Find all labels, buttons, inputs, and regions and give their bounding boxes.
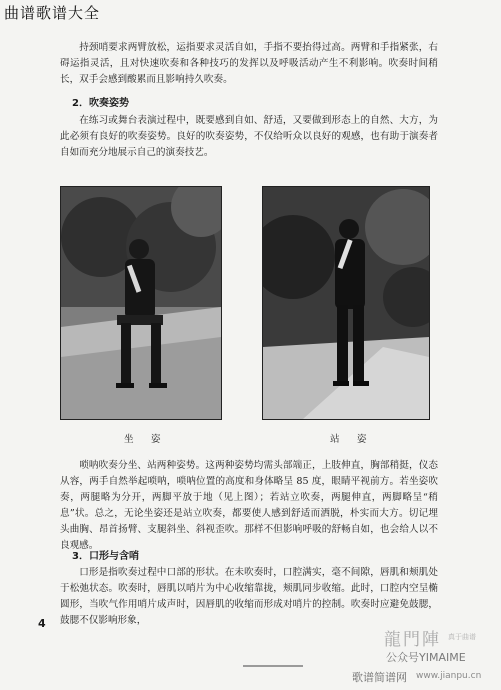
caption-sitting: 坐 姿 [124, 434, 165, 445]
paragraph-posture: 在练习或舞台表演过程中，既要感到自如、舒适，又要做到形态上的自然、大方，为此必须有良好的吹奏姿势。良好的吹奏姿势，不仅给听众以良好的观感，也有助于演奏者自如而充分地展示自己的演奏技艺。 [60, 115, 438, 158]
paragraph-holding: 持颈哨要求两臂放松，运指要求灵活自如，手指不要抬得过高。两臂和手指紧张，右碍运指灵活，且对快速吹奏和各种技巧的发挥以及呼吸活动产生不利影响。吹奏时间稍长，双手会感到酸累而且影响持久吹奏。 [60, 42, 438, 85]
paragraph-posture-detail: 唢呐吹奏分坐、站两种姿势。这两种姿势均需头部端正，上肢伸直，胸部稍挺，仪态从容，两手自然举起唢呐，唢呐位置的高度和身体略呈 85 度，眼睛平视前方。若坐姿吹奏，两腿略为分开，两脚平放于地（见上图）；若站立吹奏，两腿伸直，两脚略呈“稍息”状。总之，无论坐姿还是站立吹奏，都要使人感到舒适而洒脱，朴实而大方。切记埋头曲胸、昂首扬臂、支腿斜坐、斜视歪吹。那样不但影响呼吸的舒畅自如，也会给人以不良观感。 [60, 460, 438, 551]
divider-mark [243, 665, 303, 667]
paragraph-mouth-shape: 口形是指吹奏过程中口部的形状。在未吹奏时，口腔满实，毫不间隙，唇肌和颊肌处于松弛状态。吹奏时，唇肌以哨片为中心收缩靠拢，颊肌同步收缩。此时，口腔内空呈椭圆形，当吹气作用哨片成声时，因唇肌的收缩而形成对哨片的控制。吹奏时应避免鼓腮，鼓腮不仅影响形象， [60, 567, 438, 626]
watermark-url: www.jianpu.cn [416, 671, 482, 681]
page-number: 4 [38, 617, 46, 630]
site-title: 曲谱歌谱大全 [4, 4, 101, 22]
heading-mouth-shape: 3．口形与含哨 [72, 551, 139, 562]
watermark-account: 公众号YIMAIME [386, 651, 466, 664]
photo-sitting [60, 186, 222, 420]
photo-standing [262, 186, 430, 420]
caption-standing: 站 姿 [330, 434, 371, 445]
watermark-site: 歌谱简谱网 [352, 671, 407, 684]
watermark-logo-small: 真于曲谱 [448, 633, 476, 641]
watermark-logo: 龍門陣 [384, 630, 441, 650]
heading-playing-posture: 2．吹奏姿势 [72, 98, 129, 109]
